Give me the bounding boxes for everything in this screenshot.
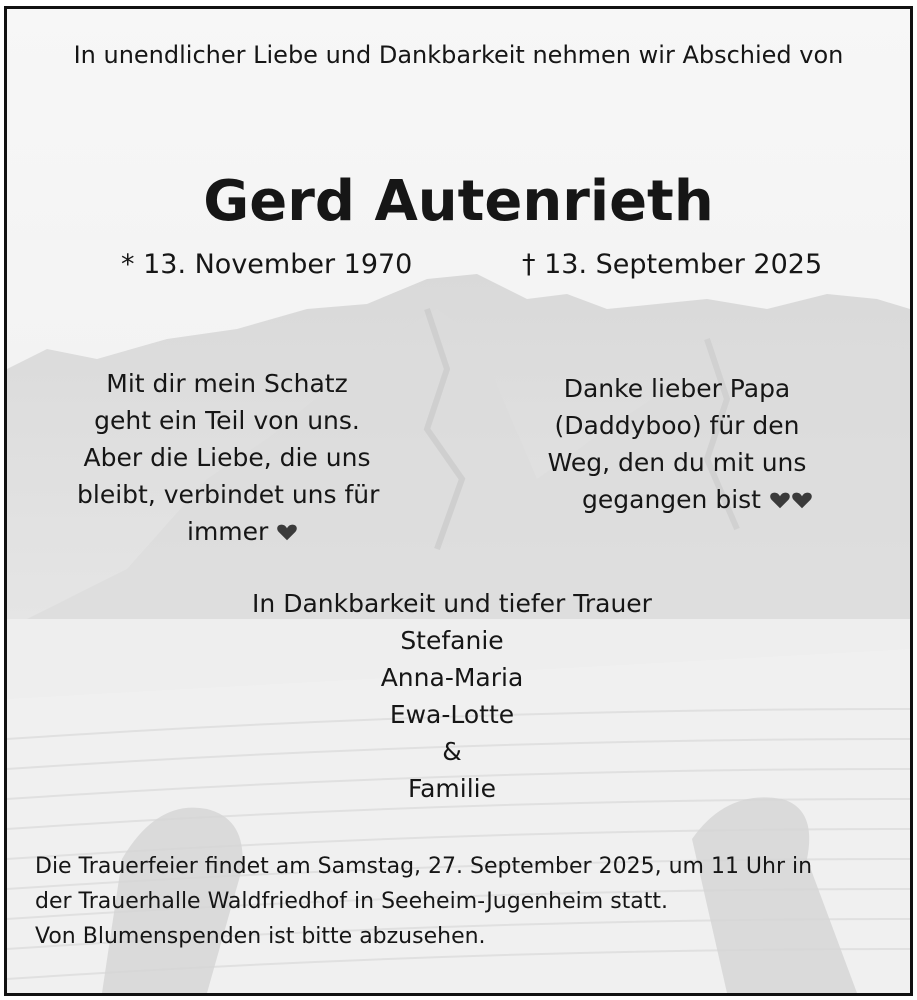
mourner-ampersand: & <box>442 737 462 766</box>
right-verse-line: Danke lieber Papa <box>563 374 791 403</box>
service-line: Die Trauerfeier findet am Samstag, 27. September 2025, um 11 Uhr in <box>35 854 813 879</box>
mourner-name: Anna-Maria <box>380 663 524 692</box>
right-verse-line: Weg, den du mit uns <box>547 448 807 477</box>
birth-date: * 13. November 1970 <box>121 249 413 280</box>
left-verse-line <box>187 517 298 546</box>
left-verse-line: geht ein Teil von uns. <box>94 406 360 435</box>
left-verse-line: bleibt, verbindet uns für <box>77 480 380 509</box>
right-verse-last-word: gegangen bist <box>582 485 761 514</box>
heart-icon <box>276 521 298 543</box>
obituary-card <box>4 6 913 996</box>
left-verse-last-word: immer <box>187 517 269 546</box>
left-verse-line: Mit dir mein Schatz <box>106 369 348 398</box>
mourner-name: Ewa-Lotte <box>389 700 515 729</box>
service-line: der Trauerhalle Waldfriedhof in Seeheim-Jugenheim statt. <box>35 889 669 914</box>
deceased-name: Gerd Autenrieth <box>203 169 714 234</box>
mourner-name: Stefanie <box>400 626 504 655</box>
death-date: † 13. September 2025 <box>522 249 823 280</box>
mourner-name: Familie <box>408 774 496 803</box>
intro-line: In unendlicher Liebe und Dankbarkeit nehmen wir Abschied von <box>73 41 844 69</box>
heart-icon <box>769 489 791 511</box>
right-verse-line <box>582 485 813 514</box>
heart-icon <box>791 489 813 511</box>
left-verse-line: Aber die Liebe, die uns <box>83 443 371 472</box>
service-line: Von Blumenspenden ist bitte abzusehen. <box>35 924 486 949</box>
right-verse-line: (Daddyboo) für den <box>554 411 800 440</box>
mourners-heading: In Dankbarkeit und tiefer Trauer <box>252 589 652 618</box>
